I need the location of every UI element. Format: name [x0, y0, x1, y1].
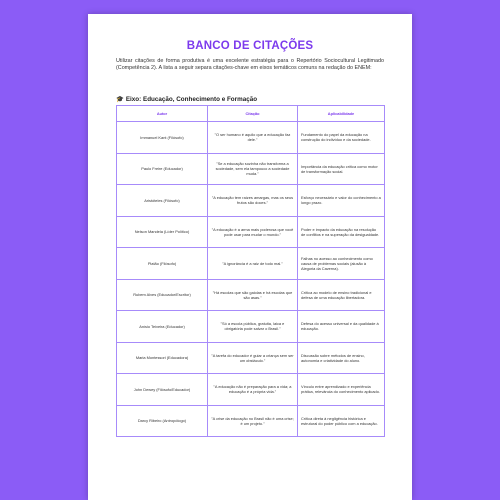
section-title: Eixo: Educação, Conhecimento e Formação: [125, 96, 258, 103]
application-cell: Defesa do acesso universal e da qualidade à educação.: [298, 311, 385, 343]
application-cell: Esforço necessário e valor do conhecimento a longo prazo.: [298, 185, 385, 217]
quote-cell: "Só a escola pública, gratuita, laica e obrigatória pode salvar o Brasil.": [208, 311, 298, 343]
table-row: [117, 342, 385, 374]
header-quote: Citação: [208, 106, 298, 122]
quote-cell: "Se a educação sozinha não transforma a sociedade, sem ela tampouco a sociedade muda.": [208, 153, 298, 185]
author-cell: Platão (Filósofo): [117, 248, 208, 280]
application-cell: Poder e impacto da educação na resolução de conflitos e na superação da desigualdade.: [298, 216, 385, 248]
application-cell: Crítica direta à negligência histórica e estrutural do poder público com a educação.: [298, 405, 385, 437]
table-row: [117, 153, 385, 185]
quote-cell: "Há escolas que são gaiolas e há escolas que são asas.": [208, 279, 298, 311]
author-cell: Rubem Alves (Educador/Escritor): [117, 279, 208, 311]
author-cell: Immanuel Kant (Filósofo): [117, 122, 208, 154]
quote-cell: "O ser humano é aquilo que a educação faz dele.": [208, 122, 298, 154]
header-author: Autor: [117, 106, 208, 122]
quote-cell: "A educação não é preparação para a vida; a educação é a própria vida.": [208, 374, 298, 406]
application-cell: Falhas no acesso ao conhecimento como causa de problemas sociais (alusão à Alegoria da Caverna).: [298, 248, 385, 280]
table-row: [117, 185, 385, 217]
application-cell: Importância da educação crítica como motor de transformação social.: [298, 153, 385, 185]
page-title: BANCO DE CITAÇÕES: [186, 40, 314, 52]
author-cell: Maria Montessori (Educadora): [117, 342, 208, 374]
author-cell: Paulo Freire (Educador): [117, 153, 208, 185]
author-cell: Darcy Ribeiro (Antropólogo): [117, 405, 208, 437]
intro-paragraph: Utilizar citações de forma produtiva é uma excelente estratégia para o Repertório Sociocultural Legitimado (Competência 2). A lista a seguir separa citações-chave em eixos temáticos comuns na redação do ENEM:: [116, 58, 384, 72]
author-cell: Nelson Mandela (Líder Político): [117, 216, 208, 248]
table-row: [117, 311, 385, 343]
quote-cell: "A ignorância é a raiz de todo mal.": [208, 248, 298, 280]
author-cell: Aristóteles (Filósofo): [117, 185, 208, 217]
table-row: [117, 374, 385, 406]
table-row: [117, 405, 385, 437]
quotes-table: [116, 105, 385, 437]
table-row: [117, 122, 385, 154]
application-cell: Discussão sobre métodos de ensino, autonomia e criatividade do aluno.: [298, 342, 385, 374]
author-cell: John Dewey (Filósofo/Educador): [117, 374, 208, 406]
application-cell: Crítica ao modelo de ensino tradicional e defesa de uma educação libertadora.: [298, 279, 385, 311]
quote-cell: "A crise da educação no Brasil não é uma crise; é um projeto.": [208, 405, 298, 437]
graduation-cap-icon: 🎓: [116, 96, 124, 103]
table-row: [117, 248, 385, 280]
quote-cell: "A educação tem raízes amargas, mas os seus frutos são doces.": [208, 185, 298, 217]
quote-cell: "A tarefa do educador é guiar a criança sem ser um obstáculo.": [208, 342, 298, 374]
table-row: [117, 216, 385, 248]
application-cell: Fundamento do papel da educação na construção do indivíduo e da sociedade.: [298, 122, 385, 154]
application-cell: Vínculo entre aprendizado e experiência prática, relevância do conhecimento aplicado.: [298, 374, 385, 406]
table-row: [117, 279, 385, 311]
author-cell: Anísio Teixeira (Educador): [117, 311, 208, 343]
document-page: [88, 14, 412, 500]
header-application: Aplicabilidade: [298, 106, 385, 122]
quote-cell: "A educação é a arma mais poderosa que você pode usar para mudar o mundo.": [208, 216, 298, 248]
table-header-row: [117, 106, 385, 122]
section-heading: [116, 95, 384, 103]
